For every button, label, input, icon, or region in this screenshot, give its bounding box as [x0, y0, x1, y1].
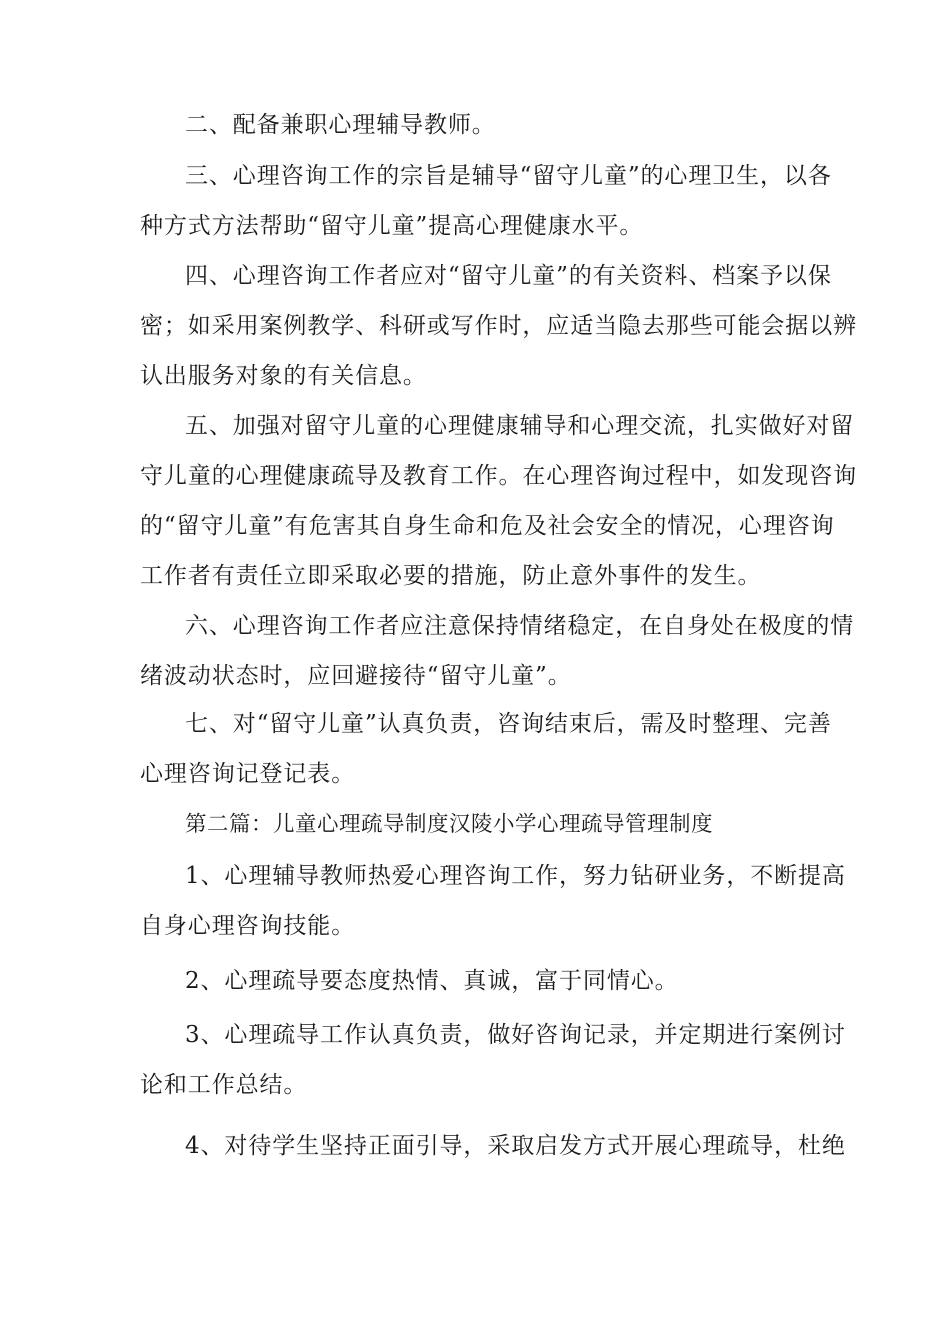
paragraph-line: 种方式方法帮助“留守儿童”提高心理健康水平。 — [140, 213, 644, 239]
paragraph-line: 五、加强对留守儿童的心理健康辅导和心理交流，扎实做好对留 — [185, 413, 855, 439]
section-heading: 第二篇：儿童心理疏导制度汉陵小学心理疏导管理制度 — [185, 812, 714, 837]
paragraph-line: 2、心理疏导要态度热情、真诚，富于同情心。 — [185, 968, 679, 994]
paragraph-line: 二、配备兼职心理辅导教师。 — [185, 112, 496, 138]
paragraph-line: 心理咨询记登记表。 — [140, 761, 356, 787]
paragraph-line: 守儿童的心理健康疏导及教育工作。在心理咨询过程中，如发现咨询 — [140, 463, 857, 489]
paragraph-line: 自身心理咨询技能。 — [140, 913, 356, 939]
paragraph-line: 1、心理辅导教师热爱心理咨询工作，努力钻研业务，不断提高 — [185, 863, 846, 889]
paragraph-line: 认出服务对象的有关信息。 — [140, 363, 427, 389]
paragraph-line: 七、对“留守儿童”认真负责，咨询结束后，需及时整理、完善 — [185, 711, 832, 737]
paragraph-line: 三、心理咨询工作的宗旨是辅导“留守儿童”的心理卫生，以各 — [185, 163, 832, 189]
paragraph-line: 3、心理疏导工作认真负责，做好咨询记录，并定期进行案例讨 — [185, 1022, 846, 1048]
paragraph-line: 六、心理咨询工作者应注意保持情绪稳定，在自身处在极度的情 — [185, 613, 855, 639]
paragraph-line: 绪波动状态时，应回避接待“留守儿童”。 — [140, 663, 572, 689]
paragraph-line: 工作者有责任立即采取必要的措施，防止意外事件的发生。 — [140, 563, 762, 589]
paragraph-line: 论和工作总结。 — [140, 1072, 308, 1098]
paragraph-line: 四、心理咨询工作者应对“留守儿童”的有关资料、档案予以保 — [185, 263, 832, 289]
paragraph-line: 的“留守儿童”有危害其自身生命和危及社会安全的情况，心理咨询 — [140, 513, 835, 539]
paragraph-line: 密；如采用案例教学、科研或写作时，应适当隐去那些可能会据以辨 — [140, 313, 857, 339]
paragraph-line: 4、对待学生坚持正面引导，采取启发方式开展心理疏导，杜绝 — [185, 1133, 846, 1159]
